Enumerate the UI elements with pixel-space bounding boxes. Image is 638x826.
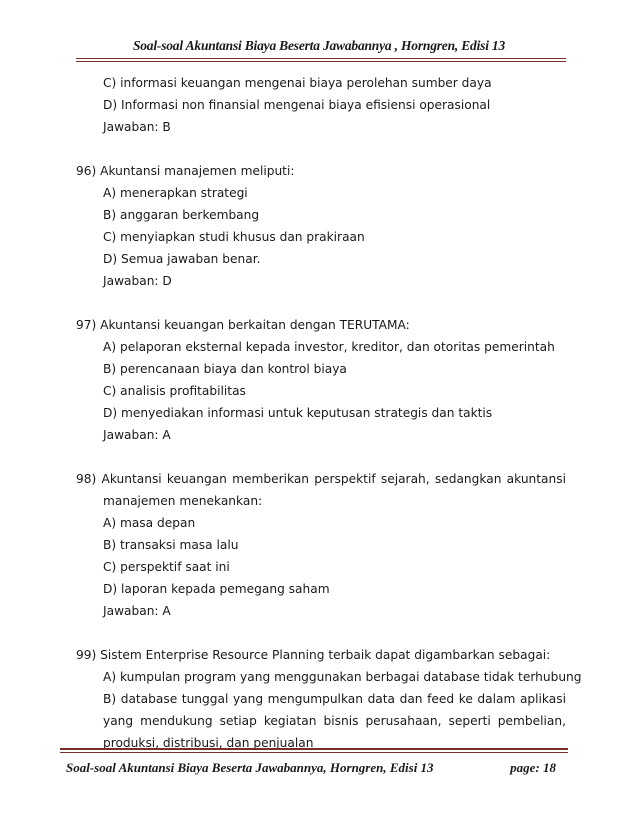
question-96-answer: Jawaban: D	[103, 274, 172, 288]
question-98-answer: Jawaban: A	[103, 604, 171, 618]
question-99: 99) Sistem Enterprise Resource Planning terbaik dapat digambarkan sebagai:	[76, 648, 551, 662]
page-number: page: 18	[510, 760, 556, 775]
question-98	[76, 468, 566, 490]
page-footer	[66, 760, 556, 776]
question-99-option-b-line2	[76, 710, 566, 732]
word: dan	[399, 692, 423, 706]
word: database	[120, 692, 178, 706]
word: sedangkan	[434, 472, 502, 486]
page-header-title: Soal-soal Akuntansi Biaya Beserta Jawabannya , Horngren, Edisi 13	[132, 38, 506, 53]
word: perspektif	[314, 472, 376, 486]
word: mendukung	[140, 714, 213, 728]
word: kegiatan	[263, 714, 317, 728]
question-96-option-d: D) Semua jawaban benar.	[103, 252, 261, 266]
option-c: C) informasi keuangan mengenai biaya perolehan sumber daya	[103, 76, 492, 90]
word: dalam	[477, 692, 516, 706]
word: pembelian,	[497, 714, 566, 728]
word: perusahaan,	[365, 714, 442, 728]
header-rule	[76, 58, 566, 62]
word: yang	[103, 714, 134, 728]
question-98-option-b: B) transaksi masa lalu	[103, 538, 239, 552]
question-97-option-a: A) pelaporan eksternal kepada investor, kreditor, dan otoritas pemerintah	[103, 340, 555, 354]
word: B)	[103, 692, 117, 706]
question-98-option-c: C) perspektif saat ini	[103, 560, 230, 574]
word: bisnis	[323, 714, 359, 728]
word: 98)	[76, 472, 97, 486]
question-97-option-c: C) analisis profitabilitas	[103, 384, 246, 398]
question-97-option-d: D) menyediakan informasi untuk keputusan strategis dan taktis	[103, 406, 493, 420]
option-d: D) Informasi non finansial mengenai biaya efisiensi operasional	[103, 98, 491, 112]
question-97-answer: Jawaban: A	[103, 428, 171, 442]
document-body	[76, 72, 582, 754]
word: data	[367, 692, 396, 706]
word: tunggal	[181, 692, 229, 706]
footer-rule	[60, 748, 568, 753]
word: feed	[427, 692, 455, 706]
word: setiap	[219, 714, 257, 728]
footer-title: Soal-soal Akuntansi Biaya Beserta Jawabannya, Horngren, Edisi 13	[66, 760, 434, 775]
answer: Jawaban: B	[103, 120, 171, 134]
word: yang	[232, 692, 264, 706]
question-97: 97) Akuntansi keuangan berkaitan dengan TERUTAMA:	[76, 318, 410, 332]
question-96-option-b: B) anggaran berkembang	[103, 208, 260, 222]
word: mengumpulkan	[267, 692, 363, 706]
word: Akuntansi	[101, 472, 162, 486]
word: keuangan	[166, 472, 227, 486]
word: sejarah,	[380, 472, 430, 486]
question-99-option-b-line1	[76, 688, 566, 710]
word: aplikasi	[519, 692, 566, 706]
question-97-option-b: B) perencanaan biaya dan kontrol biaya	[103, 362, 347, 376]
question-99-option-a: A) kumpulan program yang menggunakan berbagai database tidak terhubung	[103, 670, 582, 684]
question-96: 96) Akuntansi manajemen meliputi:	[76, 164, 295, 178]
question-99-option-b-line3: produksi, distribusi, dan penjualan	[103, 736, 314, 750]
word: ke	[458, 692, 473, 706]
question-98-option-a: A) masa depan	[103, 516, 196, 530]
question-98-option-d: D) laporan kepada pemegang saham	[103, 582, 330, 596]
question-98-continuation: manajemen menekankan:	[103, 494, 263, 508]
word: seperti	[448, 714, 491, 728]
word: memberikan	[232, 472, 310, 486]
question-96-option-a: A) menerapkan strategi	[103, 186, 248, 200]
word: akuntansi	[506, 472, 566, 486]
question-96-option-c: C) menyiapkan studi khusus dan prakiraan	[103, 230, 365, 244]
